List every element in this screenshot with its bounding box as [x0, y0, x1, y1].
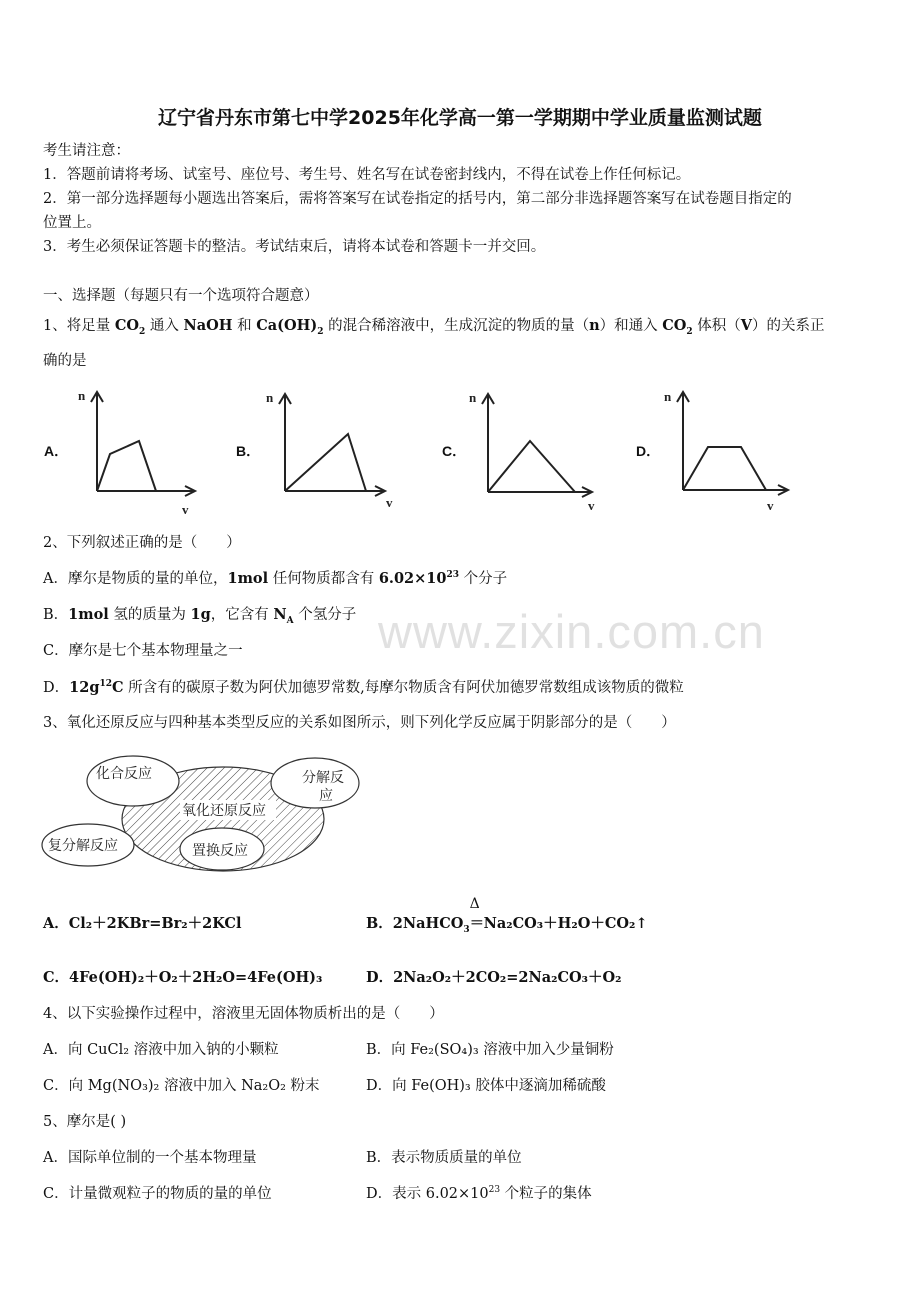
q2-stem: 2、下列叙述正确的是（ ）: [43, 535, 241, 551]
q4-option-b: B．向 Fe₂(SO₄)₃ 溶液中加入少量铜粉: [366, 1042, 614, 1058]
q5-option-c: C．计量微观粒子的物质的量的单位: [43, 1186, 272, 1202]
q1-stem-line1: 1、将足量 $CO_2$ 通入 NaOH 和 $Ca(OH)_2$ 的混合稀溶液中，生成沉淀的物质的量（n）和通入 $CO_2$ 体积（V）的关系正: [43, 317, 825, 337]
notice-item-2-cont: 位置上。: [43, 215, 101, 231]
q5-option-b: B．表示物质质量的单位: [366, 1150, 522, 1166]
venn-combination-label: 化合反应: [96, 767, 152, 782]
notice-heading: 考生请注意：: [43, 143, 130, 159]
graph-a-n-label: n: [78, 388, 86, 403]
notice-item-3: 3．考生必须保证答题卡的整洁。考试结束后，请将本试卷和答题卡一并交回。: [43, 239, 546, 255]
q1-option-a: A．: [44, 443, 69, 459]
venn-decomp-label-2: 应: [319, 789, 333, 804]
q4-option-c: C．向 Mg(NO₃)₂ 溶液中加入 Na₂O₂ 粉末: [43, 1078, 320, 1094]
graph-b-n-label: n: [266, 390, 274, 405]
graph-b: [279, 394, 385, 496]
q3-venn-diagram: [40, 748, 370, 878]
graph-c-n-label: n: [469, 390, 477, 405]
q2-option-b: B．1mol 氢的质量为 1g，它含有 $N_A$ 个氢分子: [43, 606, 357, 626]
q4-option-d: D．向 Fe(OH)₃ 胶体中逐滴加稀硫酸: [366, 1078, 606, 1094]
q4-option-a: A．向 CuCl₂ 溶液中加入钠的小颗粒: [43, 1042, 279, 1058]
q4-stem: 4、以下实验操作过程中，溶液里无固体物质析出的是（ ）: [43, 1006, 444, 1022]
venn-decomp-label-1: 分解反: [302, 771, 344, 786]
graph-c: [482, 394, 592, 497]
q1-option-b: B．: [236, 443, 261, 459]
graph-d: [677, 392, 788, 495]
q5-option-a: A．国际单位制的一个基本物理量: [43, 1150, 257, 1166]
graph-c-curve: [488, 441, 575, 492]
page-title: 辽宁省丹东市第七中学2025年化学高一第一学期期中学业质量监测试题: [158, 107, 762, 129]
graph-d-v-label: v: [767, 498, 774, 513]
q1-option-c: C．: [442, 443, 467, 459]
q2-option-d: D．$12g^{12}C$ 所含有的碳原子数为阿伏加德罗常数,每摩尔物质含有阿伏加德罗常数组成该物质的微粒: [43, 679, 684, 696]
venn-double-label: 复分解反应: [48, 839, 118, 854]
graph-d-n-label: n: [664, 389, 672, 404]
notice-item-1: 1．答题前请将考场、试室号、座位号、考生号、姓名写在试卷密封线内，不得在试卷上作任何标记。: [43, 167, 691, 183]
watermark: www.zixin.com.cn: [378, 605, 765, 658]
q5-option-d: D．表示 $6.02\times 10^{23}$ 个粒子的集体: [366, 1185, 592, 1202]
q3-option-c: C．4Fe(OH)₂＋O₂＋2H₂O=4Fe(OH)₃: [43, 969, 323, 986]
graph-a-v-label: v: [182, 502, 189, 517]
section-heading: 一、选择题（每题只有一个选项符合题意）: [43, 288, 319, 304]
notice-item-2: 2．第一部分选择题每小题选出答案后，需将答案写在试卷指定的括号内，第二部分非选择题答案写在试卷题目指定的: [43, 191, 792, 207]
graph-b-curve: [285, 434, 366, 491]
q3-option-d: D．2Na₂O₂＋2CO₂=2Na₂CO₃＋O₂: [366, 969, 622, 986]
graph-c-v-label: v: [588, 498, 595, 513]
graph-d-curve: [683, 447, 766, 490]
q1-graphs: [0, 380, 920, 520]
venn-replace-label: 置换反应: [192, 844, 248, 859]
q5-stem: 5、摩尔是( ): [43, 1114, 127, 1130]
q1-stem-line2: 确的是: [43, 353, 87, 369]
q1-option-d: D．: [636, 443, 661, 459]
venn-redox-label: 氧化还原反应: [182, 804, 266, 819]
q3-stem: 3、氧化还原反应与四种基本类型反应的关系如图所示，则下列化学反应属于阴影部分的是（ ）: [43, 715, 676, 731]
q3-option-b: B．2NaHCO$_3$ Δ ＝Na₂CO₃＋H₂O＋CO₂↑: [366, 896, 648, 935]
q2-option-a: A．摩尔是物质的量的单位，1mol 任何物质都含有 $6.02\times 10^{23}$ 个分子: [43, 570, 508, 587]
graph-a-curve: [97, 441, 156, 491]
q3-option-a: A．Cl₂＋2KBr=Br₂＋2KCl: [43, 915, 242, 932]
graph-b-v-label: v: [386, 495, 393, 510]
graph-a: [91, 392, 195, 496]
q2-option-c: C．摩尔是七个基本物理量之一: [43, 643, 243, 659]
